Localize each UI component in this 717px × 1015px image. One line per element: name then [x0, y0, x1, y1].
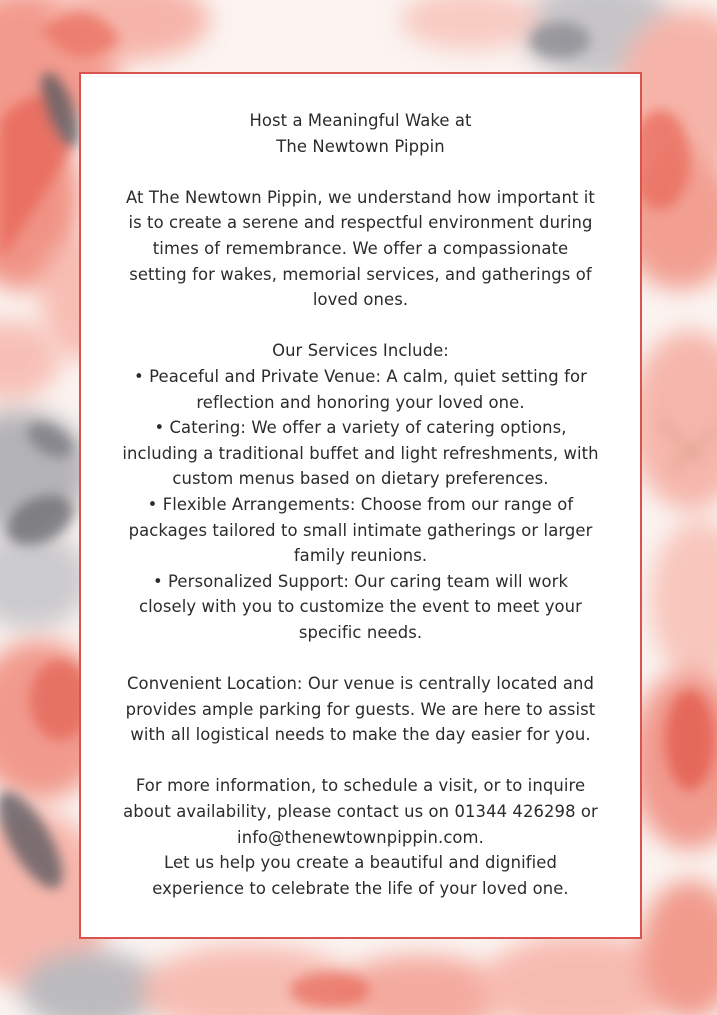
- contact-line: For more information, to schedule a visit, or to inquire: [135, 776, 586, 796]
- service-line: packages tailored to small intimate gatherings or larger: [128, 520, 593, 540]
- spacer: [81, 645, 640, 671]
- spacer: [81, 313, 640, 339]
- service-line: closely with you to customize the event to meet your: [139, 597, 582, 617]
- intro-line: setting for wakes, memorial services, and gatherings of: [129, 264, 592, 284]
- intro-line: is to create a serene and respectful environment during: [128, 213, 593, 233]
- intro-line: loved ones.: [312, 290, 409, 310]
- intro-line: At The Newtown Pippin, we understand how important it: [126, 187, 595, 207]
- service-line: including a traditional buffet and light refreshments, with: [122, 443, 599, 463]
- contact-line: Let us help you create a beautiful and dignified: [164, 853, 557, 873]
- contact-email-line: info@thenewtownpippin.com.: [237, 827, 484, 847]
- service-line: custom menus based on dietary preferences.: [172, 469, 549, 489]
- intro-line: times of remembrance. We offer a compassionate: [152, 238, 569, 258]
- location-line: Convenient Location: Our venue is centrally located and: [127, 674, 594, 694]
- service-line: • Peaceful and Private Venue: A calm, quiet setting for: [134, 366, 587, 386]
- service-line: family reunions.: [293, 546, 428, 566]
- flyer-text: [81, 108, 640, 901]
- service-line: reflection and honoring your loved one.: [196, 392, 525, 412]
- location-line: with all logistical needs to make the day easier for you.: [130, 725, 591, 745]
- spacer: [81, 159, 640, 185]
- service-line: • Personalized Support: Our caring team will work: [152, 571, 569, 591]
- location-line: provides ample parking for guests. We are here to assist: [125, 699, 596, 719]
- title-line-2: The Newtown Pippin: [276, 136, 445, 156]
- spacer: [81, 748, 640, 774]
- service-line: • Flexible Arrangements: Choose from our range of: [147, 494, 574, 514]
- content-card: [79, 72, 642, 939]
- service-line: • Catering: We offer a variety of catering options,: [154, 418, 567, 438]
- service-line: specific needs.: [298, 622, 423, 642]
- contact-line: about availability, please contact us on 01344 426298 or: [123, 802, 598, 822]
- contact-line: experience to celebrate the life of your loved one.: [152, 878, 569, 898]
- title-line-1: Host a Meaningful Wake at: [249, 111, 472, 130]
- services-heading: Our Services Include:: [272, 341, 449, 361]
